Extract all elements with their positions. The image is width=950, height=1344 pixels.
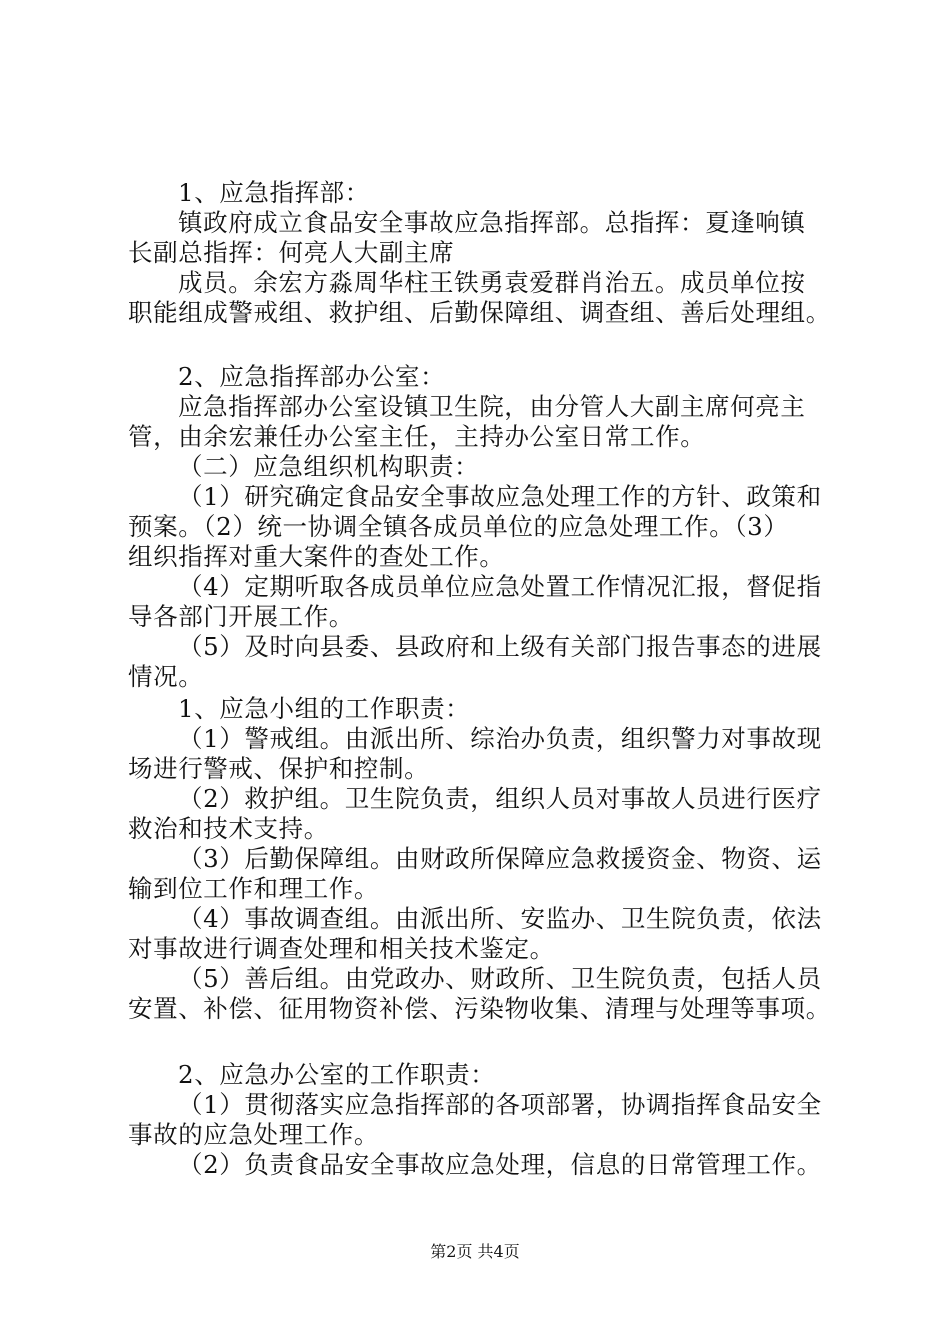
paragraph-line: 导各部门开展工作。 — [128, 602, 354, 631]
paragraph-line: 成员。余宏方淼周华柱王铁勇袁爱群肖治五。成员单位按 — [178, 268, 806, 297]
paragraph-line: （5）善后组。由党政办、财政所、卫生院负责，包括人员 — [178, 964, 822, 993]
paragraph-line: 管，由余宏兼任办公室主任，主持办公室日常工作。 — [128, 422, 706, 451]
paragraph-line: 组织指挥对重大案件的查处工作。 — [128, 542, 505, 571]
heading-org-duties: （二）应急组织机构职责： — [178, 452, 480, 481]
paragraph-line: （3）后勤保障组。由财政所保障应急救援资金、物资、运 — [178, 844, 822, 873]
paragraph-line: 事故的应急处理工作。 — [128, 1120, 379, 1149]
paragraph-line: （4）事故调查组。由派出所、安监办、卫生院负责，依法 — [178, 904, 822, 933]
paragraph-line: 应急指挥部办公室设镇卫生院，由分管人大副主席何亮主 — [178, 392, 806, 421]
page-footer: 第2页 共4页 — [430, 1242, 520, 1261]
paragraph-line: 预案。（2）统一协调全镇各成员单位的应急处理工作。（3） — [128, 512, 789, 541]
heading-command-center: 1、应急指挥部： — [178, 178, 370, 207]
paragraph-line: 长副总指挥：何亮人大副主席 — [128, 238, 455, 267]
heading-command-office: 2、应急指挥部办公室： — [178, 362, 446, 391]
paragraph-line: （4）定期听取各成员单位应急处置工作情况汇报，督促指 — [178, 572, 822, 601]
paragraph-line: 输到位工作和理工作。 — [128, 874, 379, 903]
paragraph-line: 场进行警戒、保护和控制。 — [128, 754, 430, 783]
paragraph-line: 职能组成警戒组、救护组、后勤保障组、调查组、善后处理组。 — [128, 298, 831, 327]
paragraph-line: （5）及时向县委、县政府和上级有关部门报告事态的进展 — [178, 632, 822, 661]
paragraph-line: （1）警戒组。由派出所、综治办负责，组织警力对事故现 — [178, 724, 822, 753]
paragraph-line: 情况。 — [128, 662, 204, 691]
paragraph-line: （2）负责食品安全事故应急处理，信息的日常管理工作。 — [178, 1150, 822, 1179]
paragraph-line: （2）救护组。卫生院负责，组织人员对事故人员进行医疗 — [178, 784, 822, 813]
paragraph-line: （1）贯彻落实应急指挥部的各项部署，协调指挥食品安全 — [178, 1090, 822, 1119]
heading-group-duties: 1、应急小组的工作职责： — [178, 694, 471, 723]
paragraph-line: （1）研究确定食品安全事故应急处理工作的方针、政策和 — [178, 482, 822, 511]
paragraph-line: 对事故进行调查处理和相关技术鉴定。 — [128, 934, 555, 963]
paragraph-line: 镇政府成立食品安全事故应急指挥部。总指挥：夏逢响镇 — [178, 208, 806, 237]
paragraph-line: 安置、补偿、征用物资补偿、污染物收集、清理与处理等事项。 — [128, 994, 831, 1023]
paragraph-line: 救治和技术支持。 — [128, 814, 329, 843]
heading-office-duties: 2、应急办公室的工作职责： — [178, 1060, 496, 1089]
